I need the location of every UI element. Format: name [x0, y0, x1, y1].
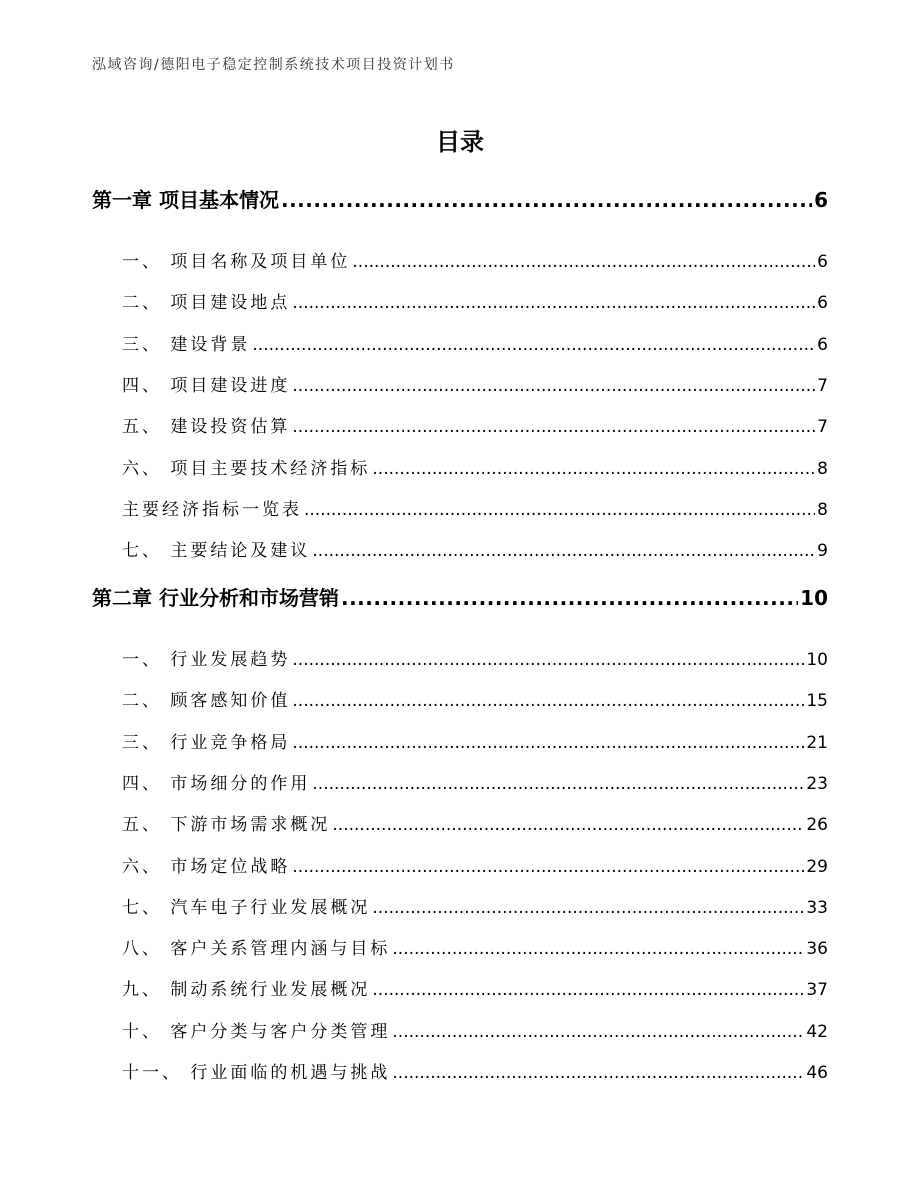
toc-page-number: 6 [814, 188, 828, 212]
toc-entry-title: 五、 下游市场需求概况 [122, 815, 331, 836]
toc-section-entry[interactable] [0, 247, 828, 272]
dot-leader [292, 857, 804, 877]
dot-leader [312, 774, 804, 794]
toc-section-entry[interactable] [0, 934, 828, 959]
toc-page-number: 42 [806, 1021, 828, 1042]
dot-leader [392, 1022, 804, 1042]
toc-entry-title: 一、 行业发展趋势 [122, 650, 291, 670]
toc-page-number: 7 [817, 417, 828, 438]
toc-page-number: 9 [817, 541, 828, 562]
dot-leader [392, 1063, 804, 1083]
dot-leader [292, 376, 815, 396]
toc-page-number: 8 [817, 458, 828, 479]
toc-entry-title: 第一章 项目基本情况 [92, 188, 279, 212]
toc-entry-title: 四、 项目建设进度 [122, 375, 291, 396]
toc-entry-title: 七、 主要结论及建议 [122, 541, 311, 562]
dot-leader [252, 335, 815, 355]
toc-entry-title: 一、 项目名称及项目单位 [122, 252, 351, 272]
toc-page-number: 33 [806, 897, 828, 918]
toc-section-entry[interactable] [0, 1017, 828, 1042]
toc-section-entry[interactable] [0, 536, 828, 561]
toc-page-number: 8 [817, 499, 828, 520]
toc-entry-title: 三、 建设背景 [122, 334, 251, 355]
dot-leader [292, 691, 804, 711]
toc-entry-title: 四、 市场细分的作用 [122, 773, 311, 794]
dot-leader [312, 541, 815, 561]
toc-page-number: 26 [806, 815, 828, 836]
toc-section-entry[interactable] [0, 454, 828, 479]
toc-section-entry[interactable] [0, 975, 828, 1000]
toc-page-number: 23 [806, 773, 828, 794]
toc-title: 目录 [436, 128, 484, 156]
toc-entry-title: 二、 顾客感知价值 [122, 691, 291, 712]
dot-leader [292, 733, 804, 753]
toc-section-entry[interactable] [0, 686, 828, 711]
toc-section-entry[interactable] [0, 728, 828, 753]
toc-page-number: 6 [817, 293, 828, 314]
running-header: 泓域咨询/德阳电子稳定控制系统技术项目投资计划书 [92, 57, 455, 73]
toc-section-entry[interactable] [0, 810, 828, 835]
toc-section-entry[interactable] [0, 330, 828, 355]
toc-page-number: 29 [806, 856, 828, 877]
toc-section-entry[interactable] [0, 645, 828, 670]
toc-section-entry[interactable] [0, 412, 828, 437]
toc-entry-title: 十一、 行业面临的机遇与挑战 [122, 1063, 391, 1083]
toc-entry-title: 八、 客户关系管理内涵与目标 [122, 939, 391, 960]
toc-page-number: 10 [800, 586, 828, 610]
dot-leader [292, 293, 815, 313]
toc-page-number: 6 [817, 334, 828, 355]
toc-page-number: 6 [817, 252, 828, 272]
toc-entry-title: 七、 汽车电子行业发展概况 [122, 897, 371, 918]
toc-chapter-entry[interactable] [0, 582, 828, 611]
toc-entry-title: 二、 项目建设地点 [122, 293, 291, 314]
toc-section-entry[interactable] [0, 288, 828, 313]
toc-entry-title: 五、 建设投资估算 [122, 417, 291, 438]
dot-leader [372, 898, 804, 918]
toc-entry-title: 十、 客户分类与客户分类管理 [122, 1021, 391, 1042]
toc-entry-title: 六、 市场定位战略 [122, 856, 291, 877]
dot-leader [341, 586, 798, 610]
toc-section-entry[interactable] [0, 769, 828, 794]
toc-section-entry[interactable] [0, 1058, 828, 1083]
toc-page-number: 37 [806, 980, 828, 1001]
toc-chapter-entry[interactable] [0, 184, 828, 213]
dot-leader [292, 650, 804, 670]
toc-page-number: 10 [806, 650, 828, 670]
dot-leader [372, 980, 804, 1000]
toc-entry-title: 三、 行业竞争格局 [122, 732, 291, 753]
dot-leader [372, 459, 815, 479]
dot-leader [292, 417, 815, 437]
dot-leader [304, 500, 815, 520]
toc-section-entry[interactable] [0, 893, 828, 918]
toc-entry-title: 主要经济指标一览表 [122, 499, 302, 520]
toc-page-number: 36 [806, 939, 828, 960]
toc-entry-title: 第二章 行业分析和市场营销 [92, 586, 339, 610]
toc-section-entry[interactable] [0, 371, 828, 396]
toc-entry-title: 六、 项目主要技术经济指标 [122, 458, 371, 479]
dot-leader [392, 939, 804, 959]
dot-leader [352, 252, 815, 272]
toc-page-number: 21 [806, 732, 828, 753]
toc-section-entry[interactable] [0, 852, 828, 877]
toc-page-number: 46 [806, 1063, 828, 1083]
toc-page-number: 15 [806, 691, 828, 712]
toc-page-number: 7 [817, 375, 828, 396]
toc-section-entry[interactable] [0, 495, 828, 520]
toc-entry-title: 九、 制动系统行业发展概况 [122, 980, 371, 1001]
dot-leader [332, 815, 804, 835]
dot-leader [281, 188, 812, 212]
